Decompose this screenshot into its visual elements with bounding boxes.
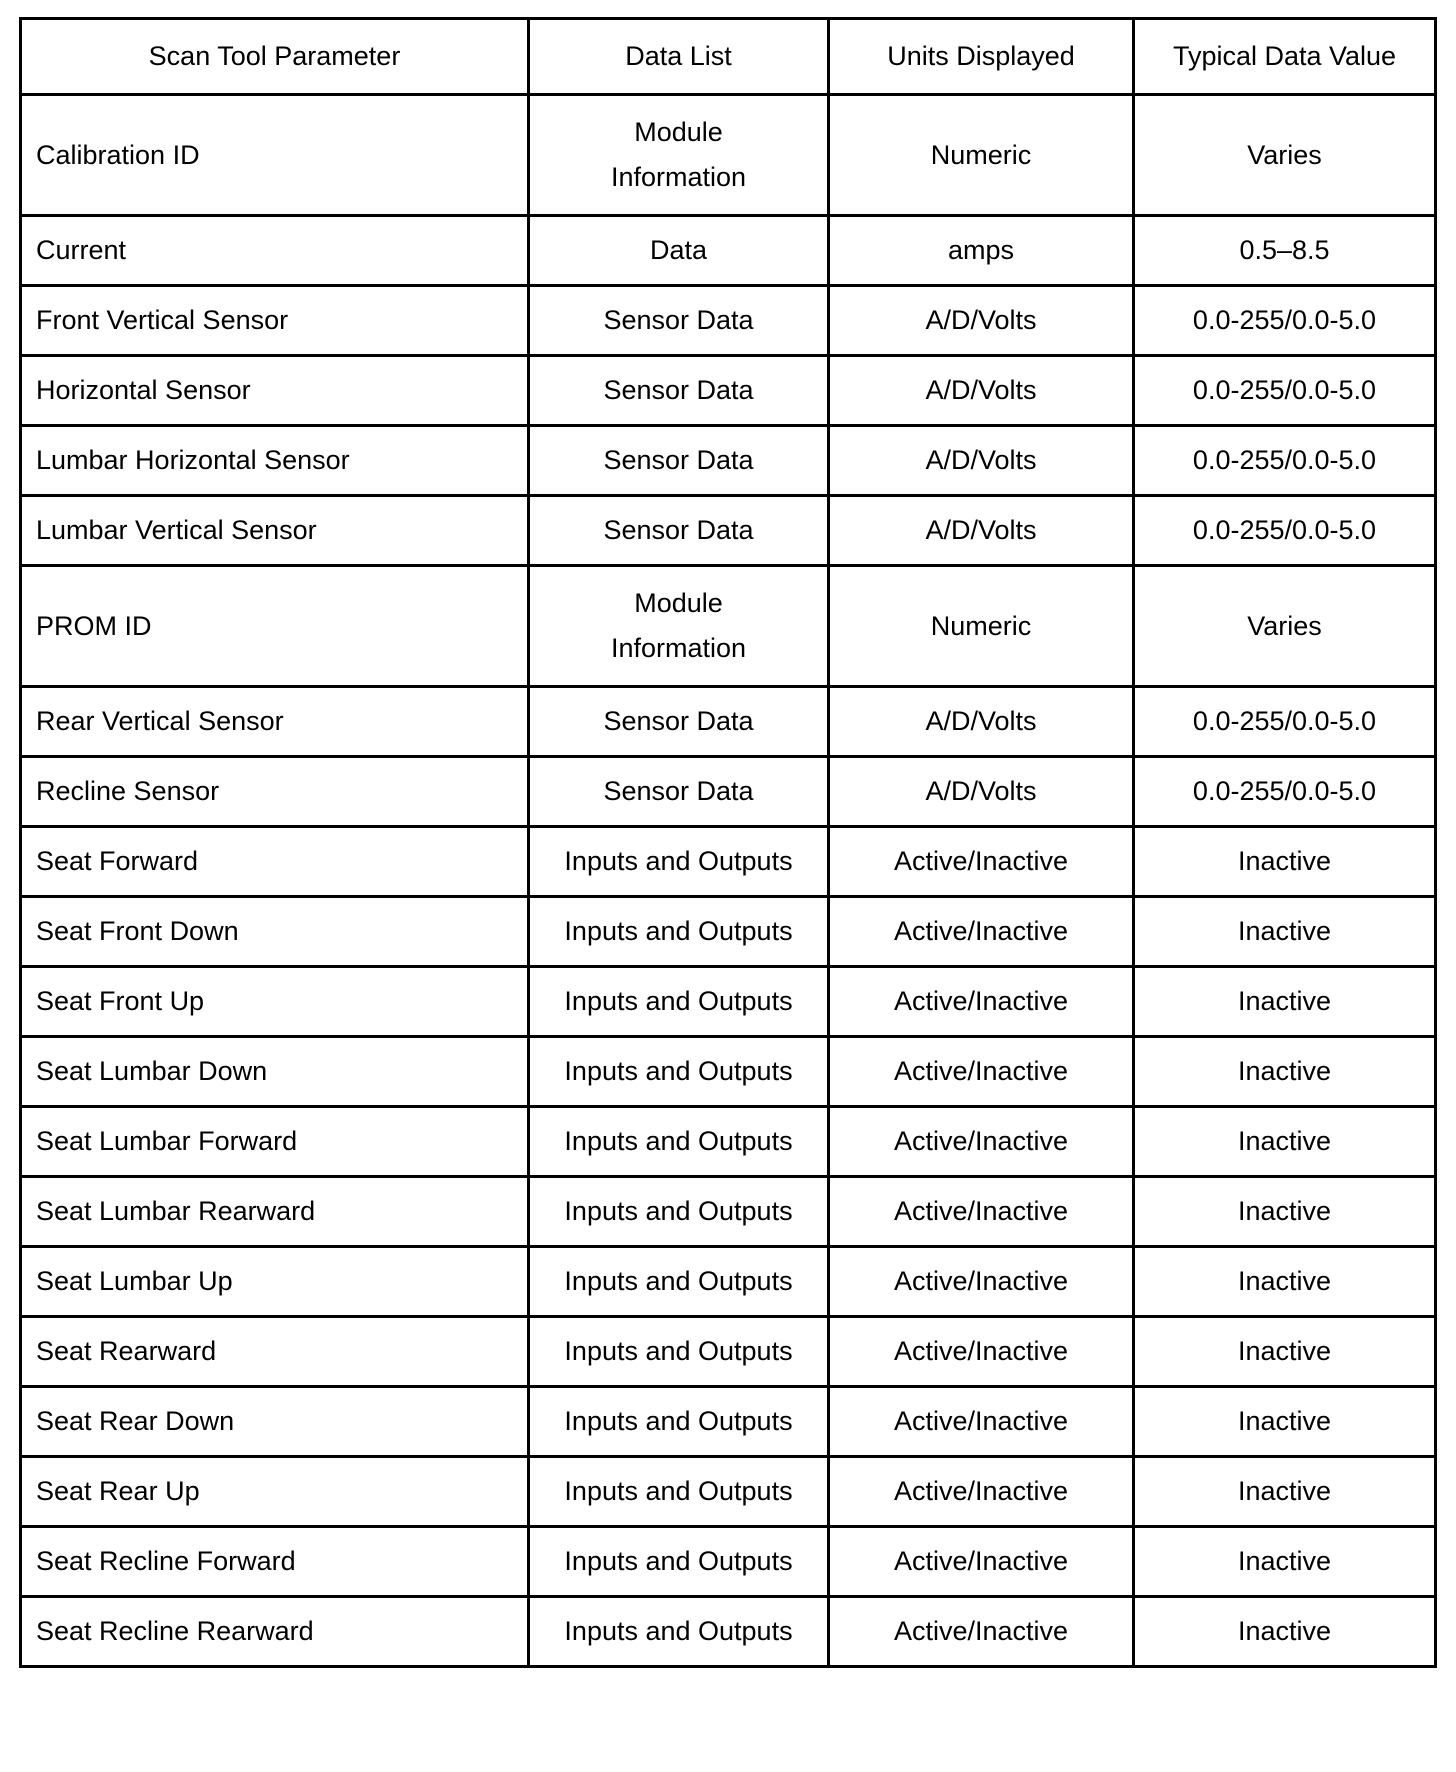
cell-typical-value: 0.0-255/0.0-5.0	[1134, 757, 1436, 827]
table-body	[21, 95, 1436, 1667]
table-row	[21, 496, 1436, 566]
cell-typical-value: Inactive	[1134, 1457, 1436, 1527]
cell-data-list	[529, 566, 829, 687]
cell-typical-value: 0.0-255/0.0-5.0	[1134, 286, 1436, 356]
cell-parameter: Seat Recline Forward	[21, 1527, 529, 1597]
cell-parameter: Lumbar Horizontal Sensor	[21, 426, 529, 496]
data-list-line: Inputs and Outputs	[564, 1336, 793, 1366]
cell-units: A/D/Volts	[829, 286, 1134, 356]
data-list-line: Information	[610, 633, 747, 663]
cell-typical-value: Inactive	[1134, 1387, 1436, 1457]
cell-parameter: Front Vertical Sensor	[21, 286, 529, 356]
table-row	[21, 897, 1436, 967]
cell-data-list	[529, 1457, 829, 1527]
cell-data-list	[529, 1387, 829, 1457]
table-row	[21, 757, 1436, 827]
cell-data-list	[529, 496, 829, 566]
cell-parameter: Seat Rear Down	[21, 1387, 529, 1457]
cell-units: Active/Inactive	[829, 1527, 1134, 1597]
data-list-text	[564, 1539, 792, 1584]
data-list-line: Sensor Data	[603, 706, 754, 736]
data-list-text	[564, 1329, 792, 1374]
data-list-line: Inputs and Outputs	[564, 1266, 793, 1296]
cell-parameter: Recline Sensor	[21, 757, 529, 827]
cell-units: A/D/Volts	[829, 757, 1134, 827]
data-list-text	[564, 1259, 792, 1304]
cell-data-list	[529, 1107, 829, 1177]
cell-units: Active/Inactive	[829, 1037, 1134, 1107]
cell-typical-value: Inactive	[1134, 897, 1436, 967]
data-list-text	[564, 909, 792, 954]
cell-data-list	[529, 687, 829, 757]
table-row	[21, 1457, 1436, 1527]
table-row	[21, 1597, 1436, 1667]
column-header-parameter: Scan Tool Parameter	[21, 19, 529, 95]
cell-parameter: Horizontal Sensor	[21, 356, 529, 426]
data-list-line: Inputs and Outputs	[564, 1616, 793, 1646]
data-list-text	[564, 1469, 792, 1514]
cell-units: Active/Inactive	[829, 967, 1134, 1037]
cell-data-list	[529, 356, 829, 426]
column-header-typical-value: Typical Data Value	[1134, 19, 1436, 95]
cell-units: Active/Inactive	[829, 827, 1134, 897]
data-list-line: Inputs and Outputs	[564, 1546, 793, 1576]
cell-typical-value: Inactive	[1134, 1247, 1436, 1317]
data-list-text	[611, 110, 746, 200]
cell-units: Active/Inactive	[829, 1457, 1134, 1527]
cell-units: Numeric	[829, 95, 1134, 216]
cell-units: A/D/Volts	[829, 426, 1134, 496]
cell-typical-value: 0.0-255/0.0-5.0	[1134, 356, 1436, 426]
cell-parameter: Seat Recline Rearward	[21, 1597, 529, 1667]
data-list-text	[564, 1399, 792, 1444]
cell-units: A/D/Volts	[829, 356, 1134, 426]
data-list-line: Sensor Data	[603, 515, 754, 545]
data-list-line: Module	[634, 117, 723, 147]
cell-typical-value: Varies	[1134, 95, 1436, 216]
cell-units: Active/Inactive	[829, 1247, 1134, 1317]
data-list-line: Sensor Data	[603, 305, 754, 335]
cell-units: Active/Inactive	[829, 1107, 1134, 1177]
cell-units: Active/Inactive	[829, 1597, 1134, 1667]
data-list-text	[603, 508, 753, 553]
cell-data-list	[529, 216, 829, 286]
cell-units: Active/Inactive	[829, 897, 1134, 967]
cell-units: Active/Inactive	[829, 1317, 1134, 1387]
data-list-line: Inputs and Outputs	[564, 1406, 793, 1436]
data-list-text	[603, 769, 753, 814]
cell-data-list	[529, 1037, 829, 1107]
cell-parameter: Current	[21, 216, 529, 286]
cell-parameter: Seat Rearward	[21, 1317, 529, 1387]
table-row	[21, 95, 1436, 216]
cell-data-list	[529, 967, 829, 1037]
cell-data-list	[529, 1177, 829, 1247]
table-row	[21, 967, 1436, 1037]
cell-parameter: Seat Lumbar Up	[21, 1247, 529, 1317]
cell-data-list	[529, 1247, 829, 1317]
cell-data-list	[529, 286, 829, 356]
data-list-text	[603, 368, 753, 413]
cell-typical-value: Inactive	[1134, 1177, 1436, 1247]
cell-typical-value: Inactive	[1134, 967, 1436, 1037]
cell-units: Active/Inactive	[829, 1177, 1134, 1247]
data-list-line: Module	[634, 588, 723, 618]
data-list-line: Inputs and Outputs	[564, 1196, 793, 1226]
data-list-line: Inputs and Outputs	[564, 846, 793, 876]
table-row	[21, 1037, 1436, 1107]
table-row	[21, 1107, 1436, 1177]
data-list-text	[603, 699, 753, 744]
cell-typical-value: Varies	[1134, 566, 1436, 687]
data-list-text	[603, 298, 753, 343]
cell-data-list	[529, 426, 829, 496]
cell-typical-value: Inactive	[1134, 1317, 1436, 1387]
data-list-text	[603, 438, 753, 483]
cell-data-list	[529, 1527, 829, 1597]
table-row	[21, 356, 1436, 426]
cell-units: A/D/Volts	[829, 496, 1134, 566]
cell-typical-value: 0.5–8.5	[1134, 216, 1436, 286]
data-list-text	[564, 979, 792, 1024]
cell-units: A/D/Volts	[829, 687, 1134, 757]
table-row	[21, 1247, 1436, 1317]
table-row	[21, 286, 1436, 356]
cell-parameter: Seat Front Down	[21, 897, 529, 967]
cell-typical-value: Inactive	[1134, 1037, 1436, 1107]
cell-typical-value: 0.0-255/0.0-5.0	[1134, 426, 1436, 496]
cell-typical-value: Inactive	[1134, 1107, 1436, 1177]
data-list-line: Inputs and Outputs	[564, 916, 793, 946]
data-list-line: Sensor Data	[603, 445, 754, 475]
cell-typical-value: Inactive	[1134, 827, 1436, 897]
column-header-data-list: Data List	[529, 19, 829, 95]
data-list-text	[650, 228, 707, 273]
cell-parameter: PROM ID	[21, 566, 529, 687]
cell-parameter: Seat Lumbar Down	[21, 1037, 529, 1107]
scan-tool-data-table	[19, 17, 1437, 1668]
table-row	[21, 566, 1436, 687]
data-list-text	[611, 581, 746, 671]
data-list-line: Inputs and Outputs	[564, 1126, 793, 1156]
cell-typical-value: 0.0-255/0.0-5.0	[1134, 496, 1436, 566]
table-row	[21, 1317, 1436, 1387]
cell-parameter: Seat Forward	[21, 827, 529, 897]
cell-parameter: Rear Vertical Sensor	[21, 687, 529, 757]
cell-units: amps	[829, 216, 1134, 286]
cell-typical-value: Inactive	[1134, 1597, 1436, 1667]
cell-parameter: Calibration ID	[21, 95, 529, 216]
cell-data-list	[529, 757, 829, 827]
data-list-line: Information	[610, 162, 747, 192]
table-row	[21, 1177, 1436, 1247]
data-list-text	[564, 1049, 792, 1094]
table-row	[21, 1527, 1436, 1597]
cell-data-list	[529, 827, 829, 897]
cell-parameter: Lumbar Vertical Sensor	[21, 496, 529, 566]
table-row	[21, 426, 1436, 496]
cell-data-list	[529, 1317, 829, 1387]
data-list-line: Data	[649, 235, 708, 265]
table-row	[21, 216, 1436, 286]
data-list-text	[564, 1609, 792, 1654]
cell-data-list	[529, 897, 829, 967]
data-list-line: Inputs and Outputs	[564, 1476, 793, 1506]
cell-data-list	[529, 1597, 829, 1667]
cell-parameter: Seat Rear Up	[21, 1457, 529, 1527]
table-header-row	[21, 19, 1436, 95]
data-list-text	[564, 1189, 792, 1234]
table-row	[21, 827, 1436, 897]
cell-parameter: Seat Front Up	[21, 967, 529, 1037]
table-row	[21, 1387, 1436, 1457]
data-list-line: Sensor Data	[603, 375, 754, 405]
data-list-line: Sensor Data	[603, 776, 754, 806]
cell-units: Numeric	[829, 566, 1134, 687]
data-list-text	[564, 839, 792, 884]
cell-parameter: Seat Lumbar Rearward	[21, 1177, 529, 1247]
cell-parameter: Seat Lumbar Forward	[21, 1107, 529, 1177]
data-list-line: Inputs and Outputs	[564, 986, 793, 1016]
cell-typical-value: Inactive	[1134, 1527, 1436, 1597]
cell-units: Active/Inactive	[829, 1387, 1134, 1457]
cell-typical-value: 0.0-255/0.0-5.0	[1134, 687, 1436, 757]
data-list-text	[564, 1119, 792, 1164]
table-row	[21, 687, 1436, 757]
cell-data-list	[529, 95, 829, 216]
column-header-units: Units Displayed	[829, 19, 1134, 95]
data-list-line: Inputs and Outputs	[564, 1056, 793, 1086]
